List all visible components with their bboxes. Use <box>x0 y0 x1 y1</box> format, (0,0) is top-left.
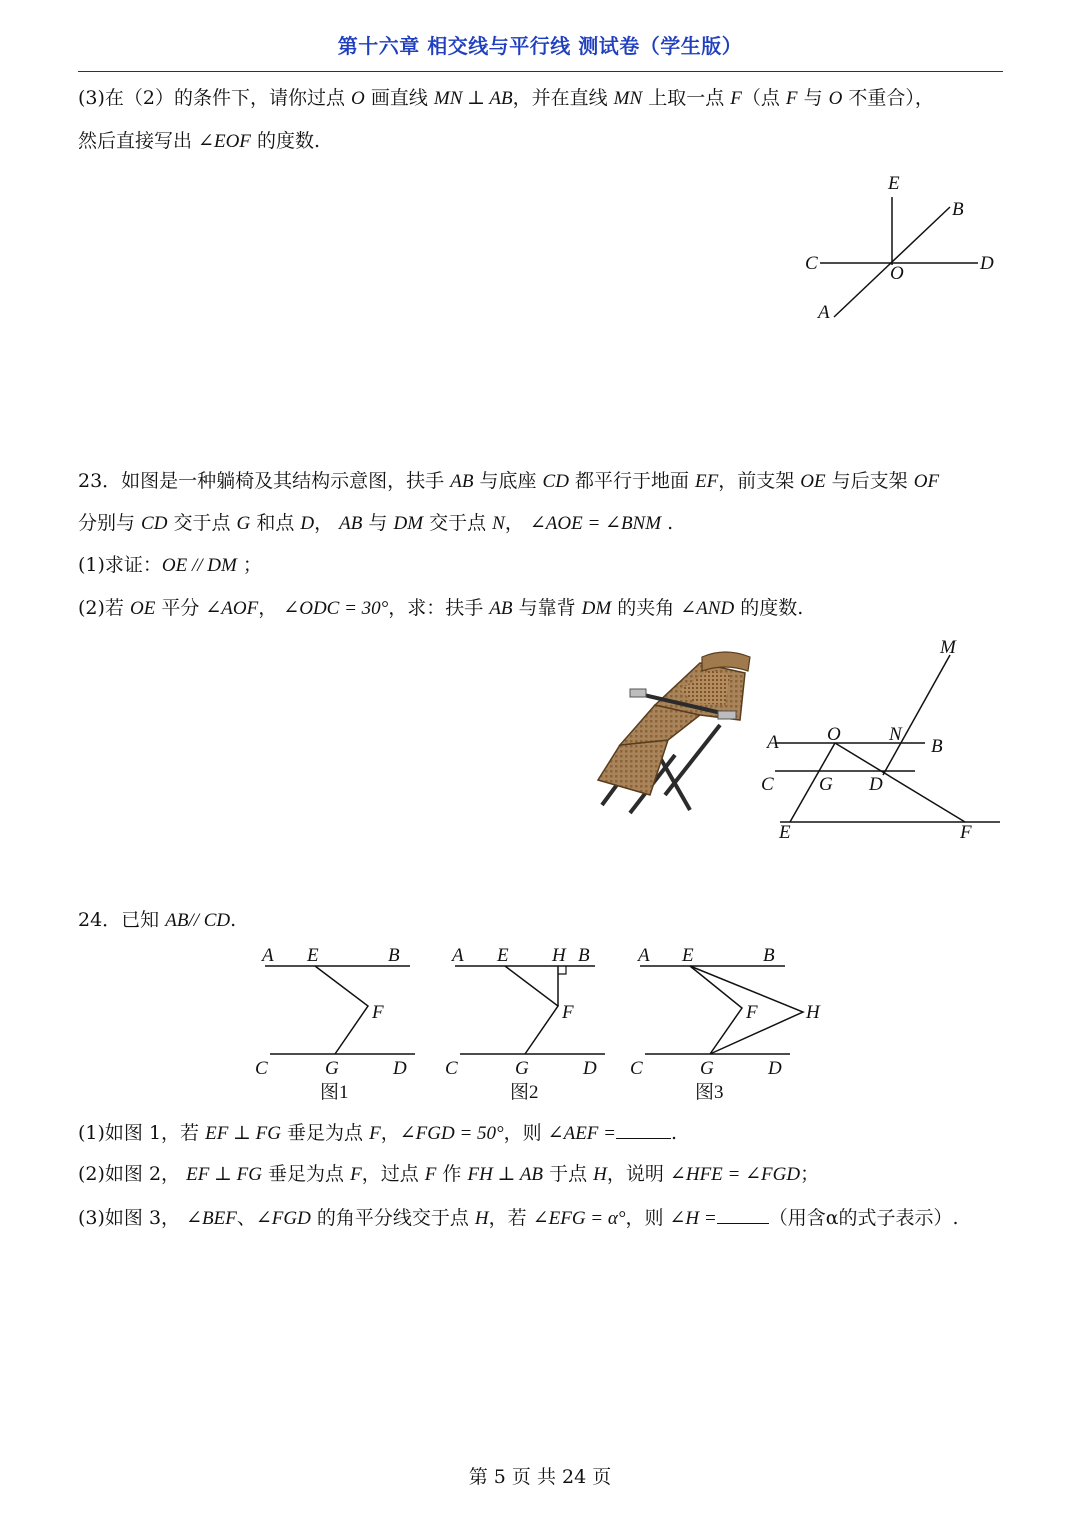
fig3-label-D: D <box>768 1058 782 1079</box>
fig3-label-C: C <box>630 1058 643 1079</box>
fig3-label-F: F <box>746 1002 758 1023</box>
q24-part2: (2)如图 2， EF ⊥ FG 垂足为点 F，过点 F 作 FH ⊥ AB 于点 H，说明 ∠HFE = ∠FGD； <box>78 1163 820 1185</box>
label-E: E <box>779 822 791 843</box>
label-C: C <box>761 774 774 795</box>
page-header-title: 第十六章 相交线与平行线 测试卷（学生版） <box>337 34 743 58</box>
fig3-label-G: G <box>700 1058 714 1079</box>
q23-line2: 分别与 CD 交于点 G 和点 D， AB 与 DM 交于点 N， ∠AOE = ∠BNM . <box>78 512 674 534</box>
fig1-label-D: D <box>393 1058 407 1079</box>
answer-blank-2[interactable] <box>717 1205 769 1224</box>
fig1-label-B: B <box>388 945 400 966</box>
fig2-label-B: B <box>578 945 590 966</box>
q23-line1: 23．如图是一种躺椅及其结构示意图，扶手 AB 与底座 CD 都平行于地面 EF，前支架 OE 与后支架 OF <box>78 470 940 492</box>
fig2-label-D: D <box>583 1058 597 1079</box>
fig1-caption: 图1 <box>320 1082 349 1103</box>
recliner-chair-photo <box>590 645 765 825</box>
fig1-label-E: E <box>307 945 319 966</box>
fig3-label-B: B <box>763 945 775 966</box>
label-E: E <box>888 173 900 194</box>
label-B: B <box>931 736 943 757</box>
label-O: O <box>890 263 904 284</box>
header-divider <box>78 71 1003 72</box>
answer-blank-1[interactable] <box>616 1120 671 1139</box>
q24-part1: (1)如图 1，若 EF ⊥ FG 垂足为点 F，∠FGD = 50°，则 ∠AEF = . <box>78 1122 678 1144</box>
q22-part3-line1: (3)在（2）的条件下，请你过点 O 画直线 MN ⊥ AB，并在直线 MN 上取一点 F（点 F 与 O 不重合）， <box>78 87 934 109</box>
fig3-label-E: E <box>682 945 694 966</box>
q23-part1: (1)求证：OE // DM ； <box>78 554 262 576</box>
fig3-label-H: H <box>806 1002 820 1023</box>
label-B: B <box>952 199 964 220</box>
fig2-label-A: A <box>452 945 464 966</box>
label-A: A <box>818 302 830 323</box>
label-M: M <box>940 637 956 658</box>
fig2-label-G: G <box>515 1058 529 1079</box>
fig1-label-F: F <box>372 1002 384 1023</box>
q23-part2: (2)若 OE 平分 ∠AOF， ∠ODC = 30°，求：扶手 AB 与靠背 DM 的夹角 ∠AND 的度数. <box>78 597 804 619</box>
label-D: D <box>980 253 994 274</box>
label-C: C <box>805 253 818 274</box>
q24-figure-3 <box>630 945 821 1103</box>
fig3-label-A: A <box>638 945 650 966</box>
fig1-label-G: G <box>325 1058 339 1079</box>
q24-figure-1 <box>255 945 415 1103</box>
fig2-label-C: C <box>445 1058 458 1079</box>
label-D: D <box>869 774 883 795</box>
label-A: A <box>767 732 779 753</box>
label-O: O <box>827 724 841 745</box>
q22-part3-line2: 然后直接写出 ∠EOF 的度数. <box>78 130 320 152</box>
q24-figure-2 <box>445 945 605 1103</box>
q24-intro: 24．已知 AB// CD. <box>78 909 237 931</box>
fig1-label-A: A <box>262 945 274 966</box>
label-N: N <box>889 724 902 745</box>
label-F: F <box>960 822 972 843</box>
q24-part3: (3)如图 3， ∠BEF、∠FGD 的角平分线交于点 H，若 ∠EFG = α°，则 ∠H = （用含α的式子表示）. <box>78 1207 959 1229</box>
fig3-caption: 图3 <box>695 1082 724 1103</box>
q22-figure-intersecting-lines <box>790 165 1010 330</box>
fig2-label-F: F <box>562 1002 574 1023</box>
q23-figure-chair-structure <box>755 635 1015 850</box>
fig2-label-H: H <box>552 945 566 966</box>
q24-figures <box>250 940 830 1110</box>
page-number-footer: 第 5 页 共 24 页 <box>468 1466 612 1488</box>
fig1-label-C: C <box>255 1058 268 1079</box>
label-G: G <box>819 774 833 795</box>
fig2-label-E: E <box>497 945 509 966</box>
fig2-caption: 图2 <box>510 1082 539 1103</box>
